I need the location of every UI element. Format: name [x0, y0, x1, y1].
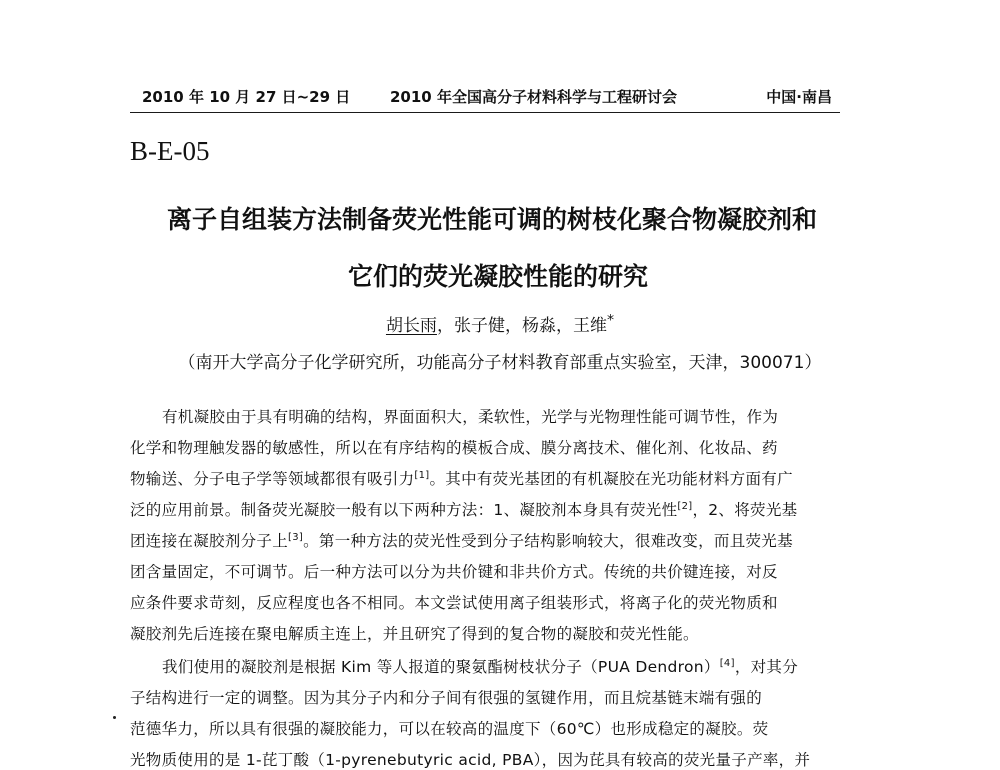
body-line: [130, 717, 768, 739]
body-line: [130, 622, 699, 644]
other-authors: ，张子健，杨淼，王维: [436, 316, 607, 336]
body-line: [130, 467, 793, 489]
header-date: 2010 年 10 月 27 日~29 日: [142, 88, 351, 106]
affiliation: （南开大学高分子化学研究所，功能高分子材料教育部重点实验室，天津，300071）: [178, 353, 822, 373]
body-line: [130, 498, 797, 520]
citation-ref: [1]: [414, 469, 430, 481]
author-list: [0, 311, 1000, 336]
header-location: 中国·南昌: [766, 88, 832, 106]
body-line: [130, 591, 778, 613]
body-line: [162, 655, 798, 677]
body-text: 化学和物理触发器的敏感性，所以在有序结构的模板合成、膜分离技术、催化剂、化妆品、药: [130, 439, 778, 457]
body-line: [130, 748, 810, 770]
citation-ref: [4]: [719, 657, 735, 669]
body-text: 凝胶剂先后连接在聚电解质主连上，并且研究了得到的复合物的凝胶和荧光性能。: [130, 625, 699, 643]
body-text: 。其中有荧光基团的有机凝胶在光功能材料方面有广: [429, 470, 793, 488]
header-conference: 2010 年全国高分子材料科学与工程研讨会: [390, 88, 677, 106]
citation-ref: [3]: [288, 531, 304, 543]
body-line: [162, 405, 778, 427]
body-text: 应条件要求苛刻，反应程度也各不相同。本文尝试使用离子组装形式，将离子化的荧光物质和: [130, 594, 778, 612]
paper-code: B-E-05: [130, 136, 210, 166]
title-line-2: 它们的荧光凝胶性能的研究: [347, 262, 648, 291]
body-text: 有机凝胶由于具有明确的结构，界面面积大，柔软性，光学与光物理性能可调节性，作为: [162, 408, 779, 426]
body-text: 我们使用的凝胶剂是根据 Kim 等人报道的聚氨酯树枝状分子（PUA Dendron）: [162, 658, 720, 676]
body-text: 团含量固定，不可调节。后一种方法可以分为共价键和非共价方式。传统的共价键连接，对反: [130, 563, 778, 581]
first-author: 胡长雨: [385, 316, 437, 336]
body-text: 泛的应用前景。制备荧光凝胶一般有以下两种方法：1、凝胶剂本身具有荧光性: [130, 501, 678, 519]
corresponding-mark: *: [606, 312, 615, 329]
body-text: 子结构进行一定的调整。因为其分子内和分子间有很强的氢键作用，而且烷基链末端有强的: [130, 689, 763, 707]
running-header: [130, 82, 840, 113]
body-text: 。第一种方法的荧光性受到分子结构影响较大，很难改变，而且荧光基: [303, 532, 793, 550]
body-text: ，对其分: [734, 658, 799, 676]
body-text: 范德华力，所以具有很强的凝胶能力，可以在较高的温度下（60℃）也形成稳定的凝胶。荧: [130, 720, 769, 738]
body-line: [130, 560, 778, 582]
body-line: [130, 686, 762, 708]
body-line: [130, 529, 793, 551]
body-text: 光物质使用的是 1-芘丁酸（1-pyrenebutyric acid, PBA），因为芘具有较高的荧光量子产率，并: [130, 751, 811, 769]
title-line-1: 离子自组装方法制备荧光性能可调的树枝化聚合物凝胶剂和: [166, 205, 817, 234]
body-text: 团连接在凝胶剂分子上: [130, 532, 289, 550]
scan-speck: [113, 716, 116, 719]
body-text: 物输送、分子电子学等领域都很有吸引力: [130, 470, 415, 488]
citation-ref: [2]: [677, 500, 693, 512]
body-text: ，2、将荧光基: [692, 501, 798, 519]
body-line: [130, 436, 778, 458]
